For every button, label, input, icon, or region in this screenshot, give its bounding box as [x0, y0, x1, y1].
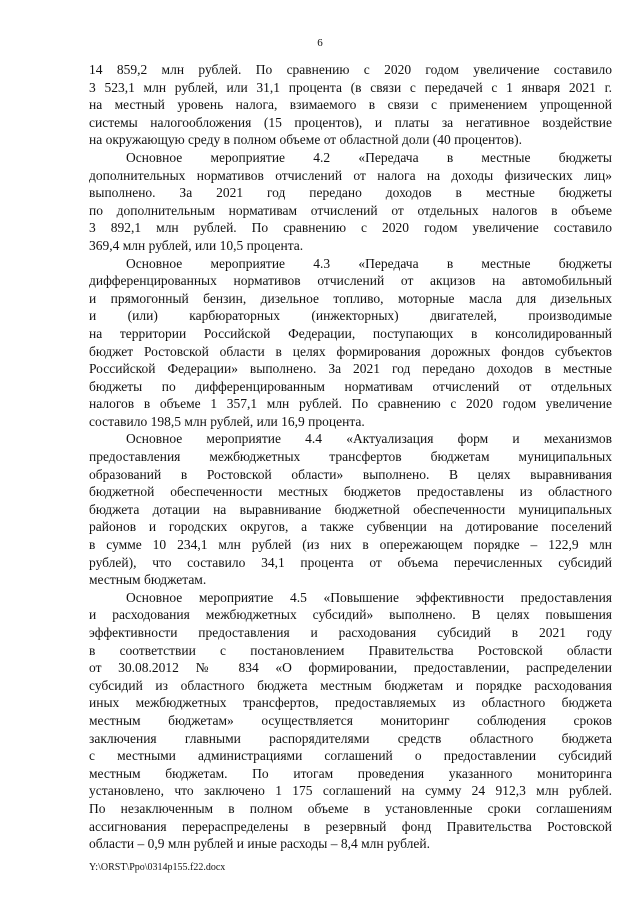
text-line: на местный уровень налога, взимаемого в связи с применением упрощенной — [89, 97, 612, 113]
text-line: на окружающую среду в полном объеме от областной доли (40 процентов). — [89, 132, 523, 148]
text-line: местным бюджетам. — [89, 572, 207, 588]
text-line: По незаключенным в полном объеме в установленные сроки соглашениям — [89, 800, 612, 816]
text-line: заключения главными распорядителями средств областного бюджета — [89, 730, 612, 746]
text-line: Основное мероприятие 4.3 «Передача в местные бюджеты — [126, 255, 612, 271]
paragraph — [89, 589, 612, 853]
paragraph — [89, 255, 612, 431]
text-line: бюджета дотации на выравнивание бюджетной обеспеченности муниципальных — [89, 501, 612, 517]
text-line: области – 0,9 млн рублей и иные расходы – 8,4 млн рублей. — [89, 836, 430, 852]
paragraph — [89, 61, 612, 149]
text-line: районов и городских округов, а также субвенции на дотирование поселений — [89, 519, 612, 535]
text-line: составило 198,5 млн рублей, или 16,9 процента. — [89, 413, 365, 429]
text-line: в сумме 10 234,1 млн рублей (из них в опережающем порядке – 122,9 млн — [89, 537, 612, 553]
document-body — [89, 61, 612, 853]
text-line: ассигнования перераспределены в резервный фонд Правительства Ростовской — [89, 818, 612, 834]
text-line: Российской Федерации» выполнено. За 2021 год передано доходов в местные — [89, 361, 612, 377]
text-line: с местными администрациями соглашений о предоставлении субсидий — [89, 748, 612, 764]
text-line: установлено, что заключено 1 175 соглашений на сумму 24 912,3 млн рублей. — [89, 783, 612, 799]
text-line: Основное мероприятие 4.5 «Повышение эффективности предоставления — [126, 589, 612, 605]
text-line: и прямогонный бензин, дизельное топливо, моторные масла для дизельных — [89, 290, 612, 306]
text-line: бюджеты по дифференцированным нормативам отчислений от отдельных — [89, 378, 612, 394]
page-number: 6 — [317, 37, 323, 49]
text-line: местным бюджетам» осуществляется мониторинг соблюдения сроков — [89, 712, 612, 728]
text-line: иных межбюджетных трансфертов, предоставляемых из областного бюджета — [89, 695, 612, 711]
text-line: по дополнительным нормативам отчислений от отдельных налогов в объеме — [89, 202, 612, 218]
paragraph — [89, 149, 612, 255]
text-line: дополнительных нормативов отчислений от налога на доходы физических лиц» — [89, 167, 612, 183]
text-line: Основное мероприятие 4.4 «Актуализация форм и механизмов — [126, 431, 612, 447]
text-line: бюджетной обеспеченности местных бюджетов предоставлены из областного — [89, 484, 612, 500]
text-line: и расходования межбюджетных субсидий» выполнено. В целях повышения — [89, 607, 612, 623]
text-line: 369,4 млн рублей, или 10,5 процента. — [89, 237, 304, 253]
footer-file-path: Y:\ORST\Ppo\0314p155.f22.docx — [89, 862, 226, 873]
text-line: и (или) карбюраторных (инжекторных) двигателей, производимые — [89, 308, 612, 324]
text-line: 3 892,1 млн рублей. По сравнению с 2020 годом увеличение составило — [89, 220, 612, 236]
text-line: 3 523,1 млн рублей, или 31,1 процента (в связи с передачей с 1 января 2021 г. — [89, 79, 612, 95]
text-line: местным бюджетам. По итогам проведения указанного мониторинга — [89, 765, 612, 781]
paragraph — [89, 430, 612, 588]
text-line: Основное мероприятие 4.2 «Передача в местные бюджеты — [126, 149, 612, 165]
text-line: субсидий из областного бюджета местным бюджетам и порядке расходования — [89, 677, 612, 693]
text-line: образований в Ростовской области» выполнено. В целях выравнивания — [89, 466, 612, 482]
text-line: системы налогообложения (15 процентов), и платы за негативное воздействие — [89, 114, 612, 130]
text-line: рублей), что составило 34,1 процента от объема перечисленных субсидий — [89, 554, 612, 570]
text-line: предоставления межбюджетных трансфертов бюджетам муниципальных — [89, 449, 612, 465]
text-line: в соответствии с постановлением Правительства Ростовской области — [89, 642, 612, 658]
text-line: эффективности предоставления и расходования субсидий в 2021 году — [89, 625, 612, 640]
text-line: 14 859,2 млн рублей. По сравнению с 2020 годом увеличение составило — [89, 62, 612, 77]
text-line: выполнено. За 2021 год передано доходов в местные бюджеты — [89, 185, 612, 201]
text-line: от 30.08.2012 № 834 «О формировании, предоставлении, распределении — [89, 660, 612, 676]
text-line: налогов в объеме 1 357,1 млн рублей. По сравнению с 2020 годом увеличение — [89, 396, 612, 412]
text-line: бюджет Ростовской области в целях формирования дорожных фондов субъектов — [89, 343, 612, 359]
text-line: дифференцированных нормативов отчислений от акцизов на автомобильный — [89, 273, 612, 289]
text-line: на территории Российской Федерации, поступающих в консолидированный — [89, 325, 612, 341]
